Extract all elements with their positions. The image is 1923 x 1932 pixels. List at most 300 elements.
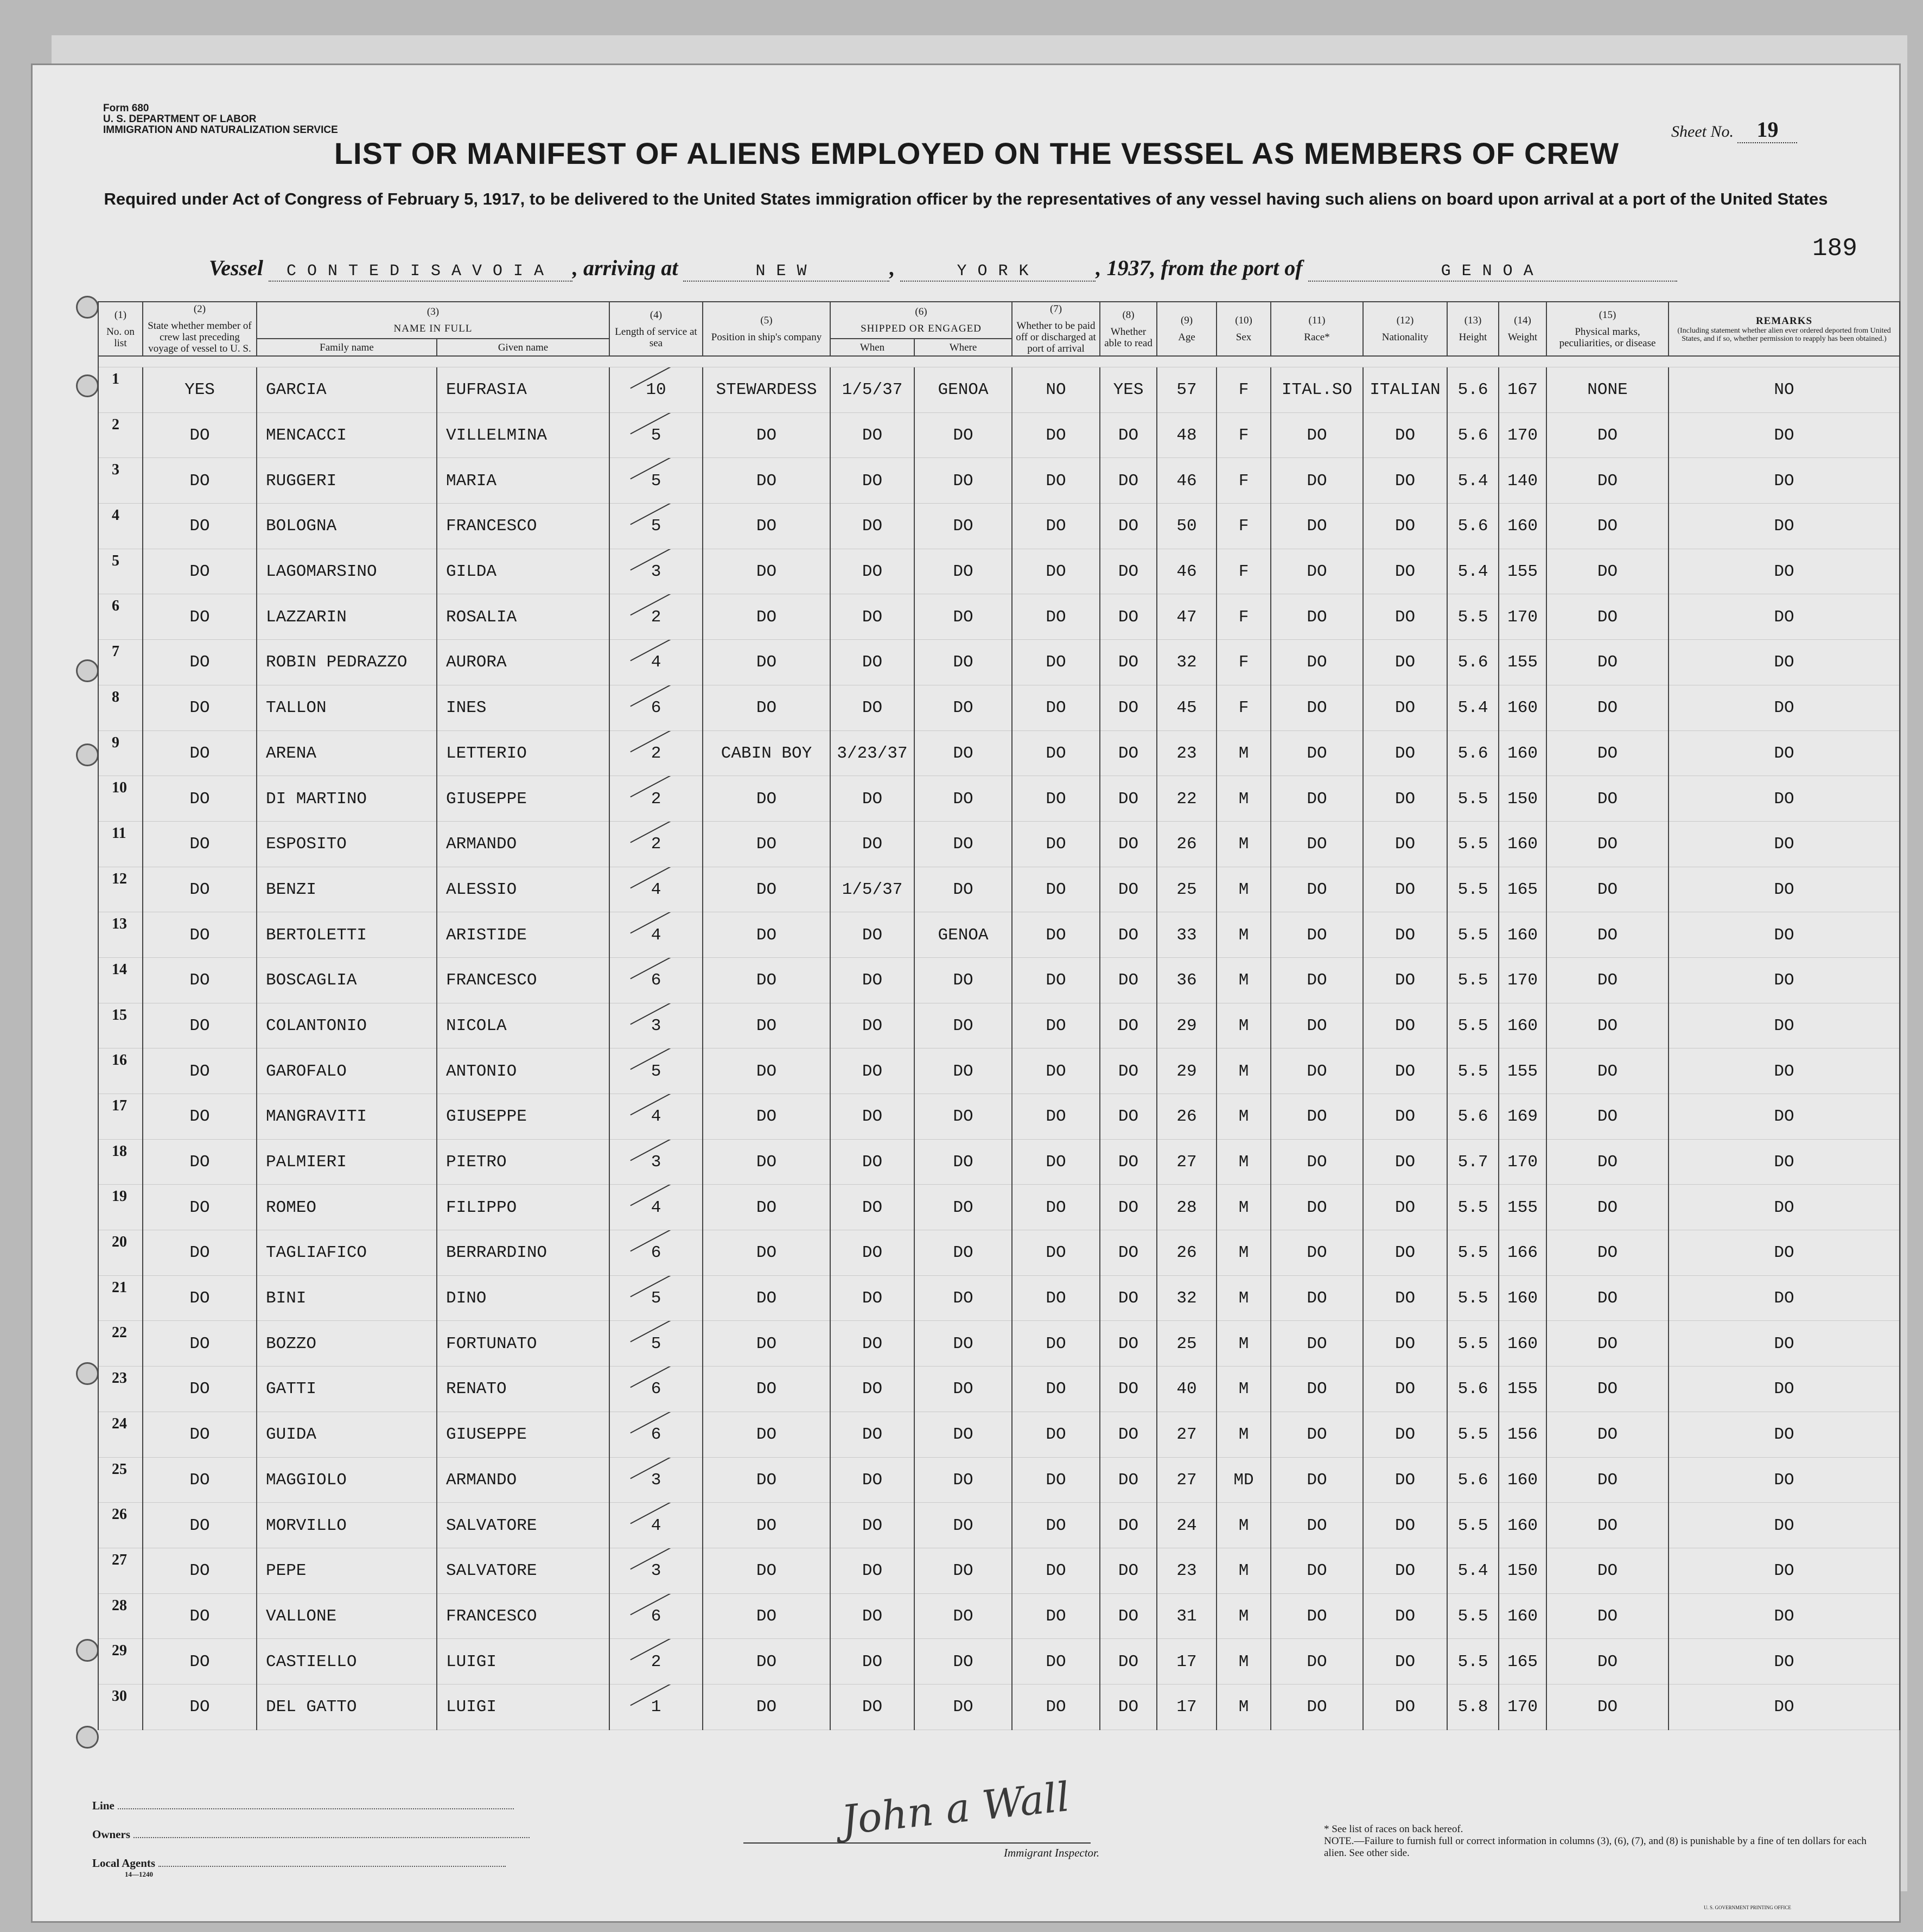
weight: 160 xyxy=(1499,731,1546,777)
table-row xyxy=(98,912,1900,958)
weight: 160 xyxy=(1499,1276,1546,1321)
nationality: DO xyxy=(1363,1367,1447,1412)
service-years xyxy=(609,413,703,459)
form-number xyxy=(103,103,338,136)
position: DO xyxy=(703,1367,830,1412)
last-voyage: DO xyxy=(143,958,257,1003)
arrival-port-part1: NEW xyxy=(683,262,889,282)
shipped-when: DO xyxy=(830,912,914,958)
service-value: 3 xyxy=(651,562,661,582)
last-voyage: DO xyxy=(143,1048,257,1094)
height: 5.4 xyxy=(1447,549,1499,595)
height: 5.6 xyxy=(1447,731,1499,777)
given-name: FORTUNATO xyxy=(437,1321,609,1367)
crew-rows xyxy=(98,356,1900,1730)
race: DO xyxy=(1271,458,1363,504)
position: CABIN BOY xyxy=(703,731,830,777)
able-to-read: DO xyxy=(1100,776,1157,822)
able-to-read: DO xyxy=(1100,1140,1157,1185)
service-years xyxy=(609,1276,703,1321)
service-years xyxy=(609,1185,703,1230)
family-name: ROBIN PEDRAZZO xyxy=(257,640,437,685)
nationality: DO xyxy=(1363,1230,1447,1276)
remarks: DO xyxy=(1669,1094,1900,1140)
weight: 167 xyxy=(1499,367,1546,413)
paid-off: DO xyxy=(1012,640,1100,685)
footnotes xyxy=(1324,1823,1867,1859)
age: 33 xyxy=(1157,912,1217,958)
last-voyage: DO xyxy=(143,1003,257,1049)
service-years xyxy=(609,1503,703,1548)
shipped-when: DO xyxy=(830,1185,914,1230)
table-row xyxy=(98,1185,1900,1230)
row-number: 22 xyxy=(98,1321,143,1367)
vessel-label: Vessel xyxy=(209,256,263,280)
physical-marks: NONE xyxy=(1546,367,1669,413)
shipped-when: DO xyxy=(830,1594,914,1639)
table-row xyxy=(98,458,1900,504)
row-number: 5 xyxy=(98,549,143,595)
height: 5.6 xyxy=(1447,1458,1499,1503)
last-voyage: DO xyxy=(143,1276,257,1321)
age: 25 xyxy=(1157,867,1217,913)
shipped-where: DO xyxy=(914,1048,1012,1094)
nationality: DO xyxy=(1363,1458,1447,1503)
table-row xyxy=(98,1548,1900,1594)
family-name: BOZZO xyxy=(257,1321,437,1367)
last-voyage: DO xyxy=(143,594,257,640)
physical-marks: DO xyxy=(1546,594,1669,640)
able-to-read: DO xyxy=(1100,731,1157,777)
service-years xyxy=(609,822,703,867)
age: 45 xyxy=(1157,685,1217,731)
nationality: DO xyxy=(1363,867,1447,913)
table-row xyxy=(98,640,1900,685)
shipped-when: DO xyxy=(830,413,914,459)
remarks: DO xyxy=(1669,822,1900,867)
shipped-where: DO xyxy=(914,958,1012,1003)
sex: M xyxy=(1217,1548,1271,1594)
shipped-where: DO xyxy=(914,1367,1012,1412)
remarks: DO xyxy=(1669,867,1900,913)
physical-marks: DO xyxy=(1546,867,1669,913)
sex: F xyxy=(1217,594,1271,640)
last-voyage: YES xyxy=(143,367,257,413)
nationality: DO xyxy=(1363,1321,1447,1367)
last-voyage: DO xyxy=(143,731,257,777)
last-voyage: DO xyxy=(143,776,257,822)
paid-off: DO xyxy=(1012,458,1100,504)
sex: M xyxy=(1217,1140,1271,1185)
race: DO xyxy=(1271,1140,1363,1185)
race: ITAL.SO xyxy=(1271,367,1363,413)
physical-marks: DO xyxy=(1546,1685,1669,1730)
arriving-label: , arriving at xyxy=(572,256,678,280)
sex: F xyxy=(1217,367,1271,413)
service-value: 5 xyxy=(651,1062,661,1081)
weight: 160 xyxy=(1499,1003,1546,1049)
able-to-read: YES xyxy=(1100,367,1157,413)
row-number: 8 xyxy=(98,685,143,731)
header-height: (13) Height xyxy=(1447,302,1499,356)
row-number: 10 xyxy=(98,776,143,822)
age: 23 xyxy=(1157,731,1217,777)
shipped-where: DO xyxy=(914,1321,1012,1367)
shipped-when: DO xyxy=(830,958,914,1003)
service-years xyxy=(609,367,703,413)
last-voyage: DO xyxy=(143,1094,257,1140)
service-value: 6 xyxy=(651,1243,661,1263)
shipped-where: DO xyxy=(914,413,1012,459)
position: DO xyxy=(703,776,830,822)
race: DO xyxy=(1271,912,1363,958)
family-name: ARENA xyxy=(257,731,437,777)
last-voyage: DO xyxy=(143,549,257,595)
header-when: When xyxy=(830,339,914,356)
race: DO xyxy=(1271,1094,1363,1140)
line-field: Line xyxy=(92,1799,514,1813)
height: 5.5 xyxy=(1447,1503,1499,1548)
given-name: NICOLA xyxy=(437,1003,609,1049)
service-years xyxy=(609,912,703,958)
paid-off: DO xyxy=(1012,1276,1100,1321)
age: 46 xyxy=(1157,549,1217,595)
race: DO xyxy=(1271,549,1363,595)
table-row xyxy=(98,413,1900,459)
shipped-when: DO xyxy=(830,685,914,731)
height: 5.5 xyxy=(1447,1048,1499,1094)
given-name: ANTONIO xyxy=(437,1048,609,1094)
shipped-where: DO xyxy=(914,1276,1012,1321)
last-voyage: DO xyxy=(143,1458,257,1503)
family-name: TAGLIAFICO xyxy=(257,1230,437,1276)
service-years xyxy=(609,685,703,731)
service-value: 4 xyxy=(651,880,661,899)
weight: 155 xyxy=(1499,1048,1546,1094)
shipped-where: DO xyxy=(914,1548,1012,1594)
row-number: 26 xyxy=(98,1503,143,1548)
remarks: DO xyxy=(1669,640,1900,685)
height: 5.7 xyxy=(1447,1140,1499,1185)
table-row xyxy=(98,1140,1900,1185)
remarks: DO xyxy=(1669,1458,1900,1503)
service-value: 6 xyxy=(651,1380,661,1399)
remarks: DO xyxy=(1669,776,1900,822)
sex: F xyxy=(1217,685,1271,731)
family-name: DEL GATTO xyxy=(257,1685,437,1730)
able-to-read: DO xyxy=(1100,1367,1157,1412)
shipped-when: DO xyxy=(830,1548,914,1594)
nationality: ITALIAN xyxy=(1363,367,1447,413)
service-value: 6 xyxy=(651,1606,661,1626)
age: 27 xyxy=(1157,1458,1217,1503)
service-value: 10 xyxy=(646,380,666,400)
given-name: FILIPPO xyxy=(437,1185,609,1230)
sex: M xyxy=(1217,1003,1271,1049)
remarks: DO xyxy=(1669,549,1900,595)
signature-line xyxy=(743,1842,1091,1844)
penalty-note: NOTE.—Failure to furnish full or correct information in columns (3), (6), (7), and (8) is punishable by a fine of ten dollars for each alien. See other side. xyxy=(1324,1835,1867,1859)
age: 36 xyxy=(1157,958,1217,1003)
paid-off: DO xyxy=(1012,867,1100,913)
row-number: 1 xyxy=(98,367,143,413)
nationality: DO xyxy=(1363,1094,1447,1140)
race: DO xyxy=(1271,1321,1363,1367)
service-value: 4 xyxy=(651,1516,661,1535)
nationality: DO xyxy=(1363,1003,1447,1049)
given-name: GIUSEPPE xyxy=(437,776,609,822)
shipped-when: DO xyxy=(830,1685,914,1730)
row-number: 27 xyxy=(98,1548,143,1594)
paid-off: DO xyxy=(1012,1458,1100,1503)
remarks: DO xyxy=(1669,1548,1900,1594)
nationality: DO xyxy=(1363,1276,1447,1321)
service-years xyxy=(609,1048,703,1094)
service-years xyxy=(609,1639,703,1685)
nationality: DO xyxy=(1363,1140,1447,1185)
physical-marks: DO xyxy=(1546,640,1669,685)
weight: 170 xyxy=(1499,413,1546,459)
nationality: DO xyxy=(1363,1594,1447,1639)
height: 5.5 xyxy=(1447,776,1499,822)
shipped-when: DO xyxy=(830,1458,914,1503)
remarks: DO xyxy=(1669,1140,1900,1185)
last-voyage: DO xyxy=(143,1321,257,1367)
arrival-port-part2: YORK xyxy=(900,262,1096,282)
race: DO xyxy=(1271,1276,1363,1321)
physical-marks: DO xyxy=(1546,1276,1669,1321)
shipped-where: DO xyxy=(914,731,1012,777)
header-where: Where xyxy=(914,339,1012,356)
race: DO xyxy=(1271,1503,1363,1548)
header-paid-off: (7) Whether to be paid off or discharged at port of arrival xyxy=(1012,302,1100,356)
service-value: 2 xyxy=(651,835,661,854)
paid-off: DO xyxy=(1012,1548,1100,1594)
shipped-when: 1/5/37 xyxy=(830,867,914,913)
from-label: , from the port of xyxy=(1150,256,1303,280)
row-number: 21 xyxy=(98,1276,143,1321)
table-row xyxy=(98,504,1900,549)
sheet-value: 19 xyxy=(1737,117,1797,143)
family-name: CASTIELLO xyxy=(257,1639,437,1685)
row-number: 7 xyxy=(98,640,143,685)
last-voyage: DO xyxy=(143,685,257,731)
row-number: 28 xyxy=(98,1594,143,1639)
binder-hole xyxy=(76,1726,99,1749)
position: DO xyxy=(703,594,830,640)
able-to-read: DO xyxy=(1100,1321,1157,1367)
family-name: ROMEO xyxy=(257,1185,437,1230)
physical-marks: DO xyxy=(1546,1503,1669,1548)
race: DO xyxy=(1271,1048,1363,1094)
sex: M xyxy=(1217,1048,1271,1094)
family-name: BENZI xyxy=(257,867,437,913)
nationality: DO xyxy=(1363,640,1447,685)
given-name: AURORA xyxy=(437,640,609,685)
paid-off: DO xyxy=(1012,1003,1100,1049)
age: 32 xyxy=(1157,1276,1217,1321)
given-name: LETTERIO xyxy=(437,731,609,777)
position: DO xyxy=(703,549,830,595)
race: DO xyxy=(1271,731,1363,777)
able-to-read: DO xyxy=(1100,594,1157,640)
row-number: 3 xyxy=(98,458,143,504)
last-voyage: DO xyxy=(143,413,257,459)
department-name: U. S. DEPARTMENT OF LABOR xyxy=(103,113,257,125)
service-value: 5 xyxy=(651,1289,661,1308)
paid-off: DO xyxy=(1012,1048,1100,1094)
family-name: TALLON xyxy=(257,685,437,731)
height: 5.6 xyxy=(1447,640,1499,685)
physical-marks: DO xyxy=(1546,549,1669,595)
able-to-read: DO xyxy=(1100,1003,1157,1049)
able-to-read: DO xyxy=(1100,1503,1157,1548)
nationality: DO xyxy=(1363,458,1447,504)
header-last-voyage: (2) State whether member of crew last preceding voyage of vessel to U. S. xyxy=(143,302,257,356)
race: DO xyxy=(1271,776,1363,822)
weight: 155 xyxy=(1499,640,1546,685)
shipped-when: DO xyxy=(830,549,914,595)
table-row xyxy=(98,1503,1900,1548)
service-value: 4 xyxy=(651,653,661,672)
shipped-when: DO xyxy=(830,640,914,685)
table-row xyxy=(98,1276,1900,1321)
weight: 150 xyxy=(1499,776,1546,822)
owners-field: Owners xyxy=(92,1828,530,1841)
family-name: BERTOLETTI xyxy=(257,912,437,958)
height: 5.6 xyxy=(1447,367,1499,413)
last-voyage: DO xyxy=(143,640,257,685)
remarks: DO xyxy=(1669,1639,1900,1685)
header-shipped: (6) SHIPPED OR ENGAGED xyxy=(830,302,1012,339)
physical-marks: DO xyxy=(1546,1230,1669,1276)
given-name: BERRARDINO xyxy=(437,1230,609,1276)
age: 29 xyxy=(1157,1048,1217,1094)
position: DO xyxy=(703,685,830,731)
shipped-where: DO xyxy=(914,685,1012,731)
given-name: LUIGI xyxy=(437,1639,609,1685)
height: 5.6 xyxy=(1447,1094,1499,1140)
service-value: 5 xyxy=(651,1334,661,1353)
family-name: PEPE xyxy=(257,1548,437,1594)
shipped-where: DO xyxy=(914,1094,1012,1140)
row-number: 14 xyxy=(98,958,143,1003)
service-value: 5 xyxy=(651,426,661,446)
service-value: 5 xyxy=(651,471,661,491)
last-voyage: DO xyxy=(143,504,257,549)
family-name: RUGGERI xyxy=(257,458,437,504)
family-name: BINI xyxy=(257,1276,437,1321)
last-voyage: DO xyxy=(143,1685,257,1730)
physical-marks: DO xyxy=(1546,1639,1669,1685)
physical-marks: DO xyxy=(1546,1367,1669,1412)
service-name: IMMIGRATION AND NATURALIZATION SERVICE xyxy=(103,124,338,136)
nationality: DO xyxy=(1363,1185,1447,1230)
height: 5.5 xyxy=(1447,1185,1499,1230)
nationality: DO xyxy=(1363,1639,1447,1685)
service-value: 2 xyxy=(651,607,661,627)
nationality: DO xyxy=(1363,912,1447,958)
race: DO xyxy=(1271,958,1363,1003)
paid-off: DO xyxy=(1012,549,1100,595)
position: DO xyxy=(703,1185,830,1230)
paid-off: DO xyxy=(1012,1185,1100,1230)
sex: M xyxy=(1217,1594,1271,1639)
shipped-where: DO xyxy=(914,867,1012,913)
weight: 156 xyxy=(1499,1412,1546,1458)
service-years xyxy=(609,1594,703,1639)
weight: 160 xyxy=(1499,504,1546,549)
sex: F xyxy=(1217,413,1271,459)
remarks: NO xyxy=(1669,367,1900,413)
given-name: INES xyxy=(437,685,609,731)
race: DO xyxy=(1271,1639,1363,1685)
nationality: DO xyxy=(1363,413,1447,459)
weight: 170 xyxy=(1499,1140,1546,1185)
service-years xyxy=(609,776,703,822)
sex: M xyxy=(1217,731,1271,777)
nationality: DO xyxy=(1363,504,1447,549)
age: 32 xyxy=(1157,640,1217,685)
table-row xyxy=(98,685,1900,731)
service-years xyxy=(609,1094,703,1140)
physical-marks: DO xyxy=(1546,1458,1669,1503)
able-to-read: DO xyxy=(1100,1685,1157,1730)
shipped-where: DO xyxy=(914,1503,1012,1548)
table-row xyxy=(98,1594,1900,1639)
height: 5.5 xyxy=(1447,958,1499,1003)
paid-off: DO xyxy=(1012,504,1100,549)
shipped-where: DO xyxy=(914,1185,1012,1230)
remarks: DO xyxy=(1669,1185,1900,1230)
physical-marks: DO xyxy=(1546,1412,1669,1458)
race: DO xyxy=(1271,822,1363,867)
row-number: 30 xyxy=(98,1685,143,1730)
page-title: LIST OR MANIFEST OF ALIENS EMPLOYED ON THE VESSEL AS MEMBERS OF CREW xyxy=(334,136,1620,170)
weight: 160 xyxy=(1499,1321,1546,1367)
position: DO xyxy=(703,1003,830,1049)
able-to-read: DO xyxy=(1100,413,1157,459)
physical-marks: DO xyxy=(1546,1140,1669,1185)
table-row xyxy=(98,776,1900,822)
position: DO xyxy=(703,1548,830,1594)
race: DO xyxy=(1271,1458,1363,1503)
vessel-name: CONTEDISAVOIA xyxy=(269,262,572,282)
table-row xyxy=(98,367,1900,413)
sheet-label: Sheet No. xyxy=(1671,123,1734,141)
shipped-when: DO xyxy=(830,504,914,549)
service-value: 3 xyxy=(651,1470,661,1490)
race: DO xyxy=(1271,594,1363,640)
physical-marks: DO xyxy=(1546,822,1669,867)
service-value: 4 xyxy=(651,1107,661,1127)
race: DO xyxy=(1271,1594,1363,1639)
able-to-read: DO xyxy=(1100,1458,1157,1503)
sex: M xyxy=(1217,867,1271,913)
physical-marks: DO xyxy=(1546,912,1669,958)
physical-marks: DO xyxy=(1546,1185,1669,1230)
last-voyage: DO xyxy=(143,1367,257,1412)
able-to-read: DO xyxy=(1100,640,1157,685)
height: 5.5 xyxy=(1447,1594,1499,1639)
age: 27 xyxy=(1157,1140,1217,1185)
remarks: DO xyxy=(1669,413,1900,459)
shipped-where: DO xyxy=(914,549,1012,595)
age: 22 xyxy=(1157,776,1217,822)
able-to-read: DO xyxy=(1100,1412,1157,1458)
paid-off: DO xyxy=(1012,822,1100,867)
service-years xyxy=(609,1367,703,1412)
